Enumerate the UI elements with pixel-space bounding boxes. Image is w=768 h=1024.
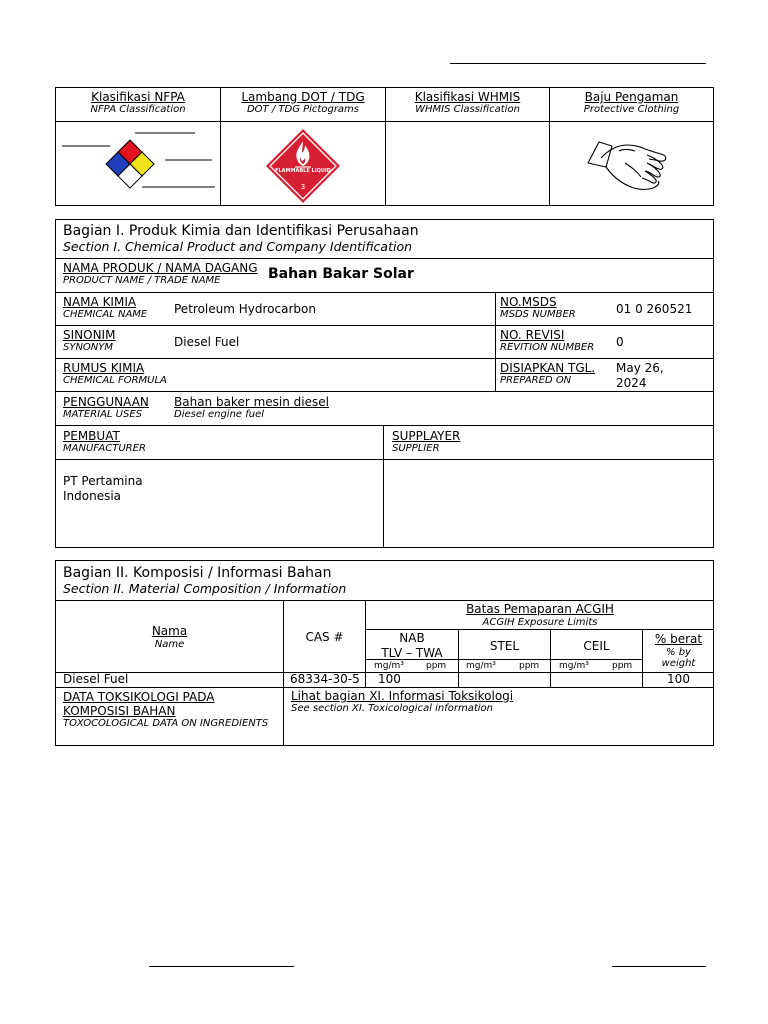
revision-value: 0 [616,335,624,349]
whmis-sub: WHMIS Classification [415,104,520,115]
manufacturer-line1: PT Pertamina [63,474,143,488]
exposure-divider [365,629,714,630]
msds-value: 01 0 260521 [616,302,693,316]
uses-label: PENGGUNAAN [63,395,149,409]
dot-label: Lambang DOT / TDG [241,90,365,104]
formula-field [63,362,167,387]
row-divider [55,292,714,293]
col-name-sub: Name [154,639,185,650]
synonym-sub: SYNONYM [63,342,114,353]
product-label: NAMA PRODUK / NAMA DAGANG [63,261,258,275]
row-nab-mg: 100 [378,672,401,686]
placard-class: 3 [300,183,306,191]
tox-label-line1: DATA TOKSIKOLOGI PADA [63,690,215,704]
unit-mg: mg/m³ [374,661,404,671]
col-divider [383,425,384,548]
exposure-sub: ACGIH Exposure Limits [482,617,598,628]
row-divider [55,258,714,259]
prepared-date-line2: 2024 [616,376,647,390]
formula-sub: CHEMICAL FORMULA [63,375,167,386]
manufacturer-sub: MANUFACTURER [63,443,146,454]
prepared-field [500,362,595,387]
manufacturer-label: PEMBUAT [63,429,120,443]
section2-subtitle: Section II. Material Composition / Information [63,581,347,596]
uses-field [63,396,149,421]
top-signature-line [450,63,706,64]
dot-sub: DOT / TDG Pictograms [246,104,360,115]
msds-field [500,296,576,321]
prepared-label: DISIAPKAN TGL. [500,361,596,375]
uses-value-text: Bahan baker mesin diesel [174,395,329,409]
unit-ppm: ppm [426,661,447,671]
weight-sub1: % by [666,647,691,658]
msds-sub: MSDS NUMBER [500,309,576,320]
dot-header [221,91,385,116]
uses-sub: MATERIAL USES [63,409,142,420]
clothing-label: Baju Pengaman [584,90,679,104]
supplier-field [392,430,460,455]
gloves-icon [585,133,675,193]
stel-header: STEL [489,639,520,653]
synonym-field [63,329,115,354]
placard-text: FLAMMABLE LIQUID [275,168,331,174]
unit-mg: mg/m³ [466,661,496,671]
tox-field [63,690,268,730]
tox-value [291,690,513,715]
whmis-label: Klasifikasi WHMIS [414,90,521,104]
chemical-name-label: NAMA KIMIA [63,295,137,309]
section1-subtitle: Section I. Chemical Product and Company Identification [63,239,413,254]
section2-header [63,565,346,596]
nab-header [366,631,458,661]
row-divider [55,459,714,460]
clothing-header [550,91,713,116]
unit-ppm: ppm [519,661,540,671]
nab-line1: NAB [399,631,425,645]
col-cas-header: CAS # [305,630,344,644]
section2-title: Bagian II. Komposisi / Informasi Bahan [63,565,332,581]
prepared-sub: PREPARED ON [500,375,572,386]
revision-sub: REVITION NUMBER [500,342,595,353]
row-divider [55,425,714,426]
col-name-label: Nama [151,624,188,638]
weight-label: % berat [654,632,703,646]
tox-value-text: Lihat bagian XI. Informasi Toksikologi [291,689,514,703]
unit-ppm: ppm [612,661,633,671]
weight-sub2: weight [661,658,696,669]
bottom-signature-line-left [149,966,294,967]
whmis-header [386,91,549,116]
col-divider [495,292,496,391]
nab-line2: TLV – TWA [381,646,443,660]
nfpa-sub: NFPA Classification [90,104,186,115]
synonym-value: Diesel Fuel [174,335,240,349]
synonym-label: SINONIM [63,328,116,342]
section1-title: Bagian I. Produk Kimia dan Identifikasi Perusahaan [63,223,419,239]
tox-label-line2: KOMPOSISI BAHAN [63,704,176,718]
bottom-signature-line-right [612,966,706,967]
chemical-name-sub: CHEMICAL NAME [63,309,148,320]
row-name: Diesel Fuel [63,672,129,686]
table-row-bottom [55,687,714,688]
prepared-value [616,361,664,391]
revision-label: NO. REVISI [500,328,565,342]
col-divider [550,629,551,687]
supplier-label: SUPPLAYER [392,429,461,443]
table-header-top [55,600,714,601]
nfpa-header [56,91,220,116]
manufacturer-value [63,474,143,504]
nfpa-diamond-icon [60,124,220,204]
tox-label-sub: TOXOCOLOGICAL DATA ON INGREDIENTS [63,718,269,729]
chemical-name-field [63,296,147,321]
col-name-header [56,624,283,651]
product-name-value: Bahan Bakar Solar [268,266,414,282]
unit-mg: mg/m³ [559,661,589,671]
weight-header [643,632,714,669]
formula-label: RUMUS KIMIA [63,361,145,375]
uses-value [174,396,329,421]
revision-field [500,329,594,354]
row-weight: 100 [667,672,690,686]
manufacturer-field [63,430,146,455]
tox-value-sub: See section XI. Toxicological information [291,703,493,714]
uses-value-sub: Diesel engine fuel [174,409,265,420]
product-sub: PRODUCT NAME / TRADE NAME [63,275,221,286]
product-name-field [63,262,258,287]
col-divider [458,629,459,687]
exposure-header [366,602,714,629]
row-divider [55,358,714,359]
col-divider [283,600,284,746]
prepared-date-line1: May 26, [616,361,664,375]
manufacturer-line2: Indonesia [63,489,122,503]
row-divider [55,391,714,392]
clothing-sub: Protective Clothing [583,104,680,115]
supplier-sub: SUPPLIER [392,443,440,454]
section1-header [63,223,419,254]
nfpa-label: Klasifikasi NFPA [91,90,185,104]
row-cas: 68334-30-5 [290,672,360,686]
row-divider [55,325,714,326]
exposure-label: Batas Pemaparan ACGIH [466,602,614,616]
flammable-liquid-placard-icon [264,127,342,205]
chemical-name-value: Petroleum Hydrocarbon [174,302,316,316]
ceil-header: CEIL [583,639,610,653]
msds-label: NO.MSDS [500,295,557,309]
